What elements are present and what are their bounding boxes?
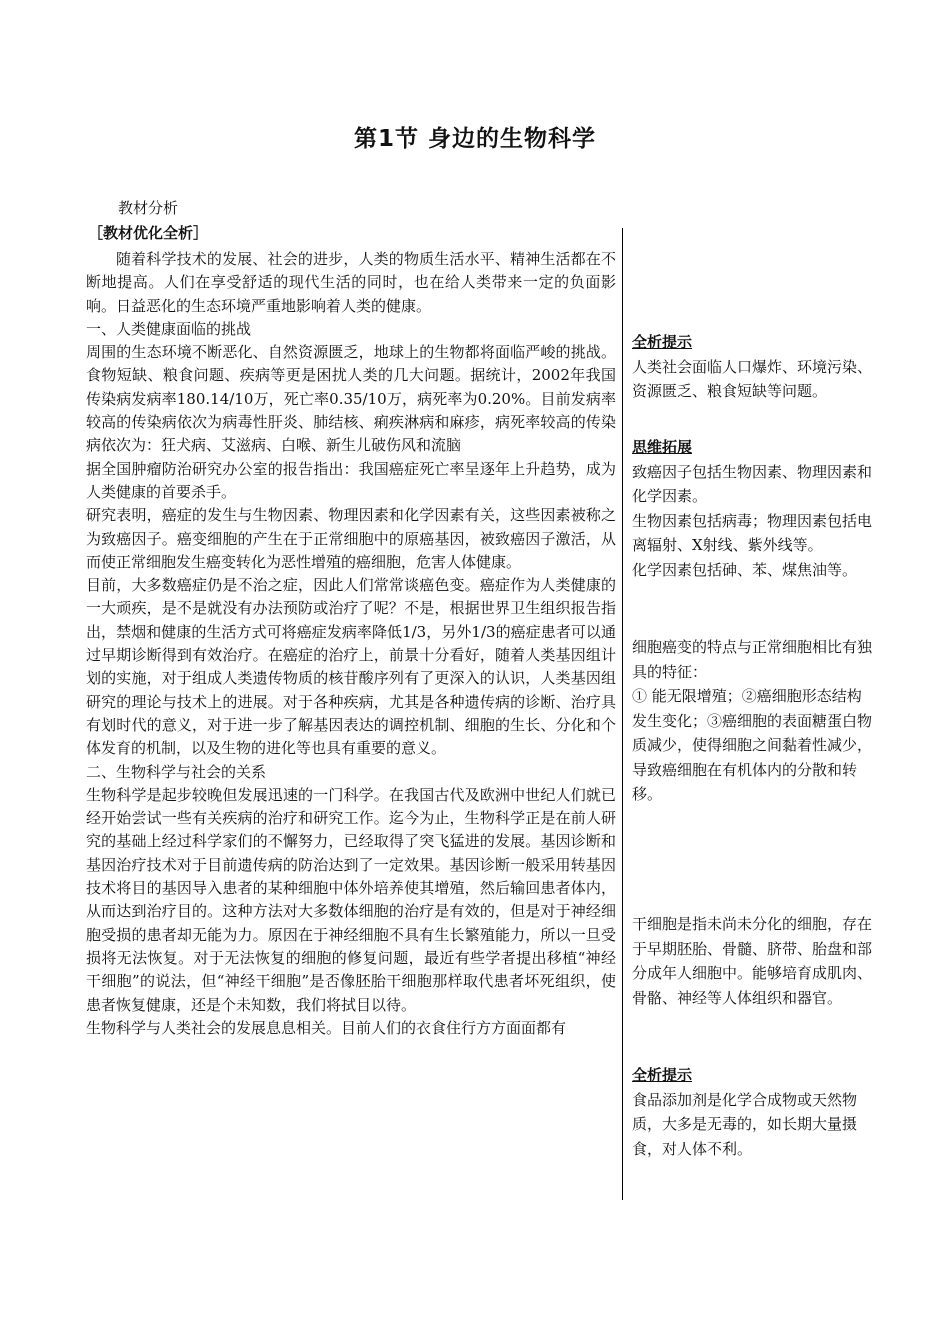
- note-text: 人类社会面临人口爆炸、环境污染、资源匮乏、粮食短缺等问题。: [632, 357, 873, 400]
- paragraph-carcinogens: 研究表明，癌症的发生与生物因素、物理因素和化学因素有关，这些因素被称之为致癌因子。癌变细胞的产生在于正常细胞中的原癌基因，被致癌因子激活，从而使正常细胞发生癌变转化为恶性增殖的癌细胞，危害人体健康。: [86, 506, 616, 571]
- note-text: 食品添加剂是化学合成物或天然物质，大多是无毒的，如长期大量摄食，对人体不利。: [632, 1090, 858, 1158]
- section-label: 教材分析: [118, 199, 179, 217]
- sidebar-note-5: [632, 1063, 872, 1161]
- paragraph-biology-life: 生物科学与人类社会的发展息息相关。目前人们的衣食住行方方面面都有: [86, 1018, 567, 1037]
- note-heading: 思维拓展: [632, 438, 693, 456]
- paragraph-biology-development: 生物科学是起步较晚但发展迅速的一门科学。在我国古代及欧洲中世纪人们就已经开始尝试一些有关疾病的治疗和研究工作。迄今为止，生物科学正是在前人研究的基础上经过科学家们的不懈努力，已经取得了突飞猛进的发展。基因诊断和基因治疗技术对于目前遗传病的防治达到了一定效果。基因诊断一般采用转基因技术将目的基因导入患者的某种细胞中体外培养使其增殖，然后输回患者体内，从而达到治疗目的。这种方法对大多数体细胞的治疗是有效的，但是对于神经细胞受损的患者却无能为力。原因在于神经细胞不具有生长繁殖能力，所以一旦受损将无法恢复。对于无法恢复的细胞的修复问题，最近有些学者提出移植“神经干细胞”的说法，但“神经干细胞”是否像胚胎干细胞那样取代患者坏死组织，使患者恢复健康，还是个未知数，我们将拭目以待。: [86, 785, 616, 1014]
- paragraph-cancer-report: 据全国肿瘤防治研究办公室的报告指出：我国癌症死亡率呈逐年上升趋势，成为人类健康的首要杀手。: [86, 459, 616, 501]
- sidebar-note-3: [632, 635, 872, 807]
- note-text: 化学因素包括砷、苯、煤焦油等。: [632, 560, 858, 579]
- note-text: 生物因素包括病毒；物理因素包括电离辐射、X射线、紫外线等。: [632, 511, 873, 554]
- sidebar-note-4: [632, 912, 872, 1010]
- note-text: ① 能无限增殖；②癌细胞形态结构发生变化；③癌细胞的表面糖蛋白物质减少，使得细胞之间黏着性减少，导致癌细胞在有机体内的分散和转移。: [632, 687, 873, 803]
- heading-health-challenges: 一、人类健康面临的挑战: [86, 319, 252, 338]
- page-title: 第1节 身边的生物科学: [353, 126, 596, 152]
- note-heading: 全析提示: [632, 333, 693, 351]
- column-divider: [622, 228, 623, 1200]
- bracket-heading: ［教材优化全析］: [88, 224, 209, 242]
- sidebar-note-2: [632, 435, 872, 582]
- note-text: 致癌因子包括生物因素、物理因素和化学因素。: [632, 462, 873, 505]
- main-column: [86, 248, 616, 1040]
- heading-biology-society: 二、生物科学与社会的关系: [86, 762, 267, 781]
- note-text: 细胞癌变的特点与正常细胞相比有独具的特征：: [632, 638, 873, 681]
- note-heading: 全析提示: [632, 1066, 693, 1084]
- note-text: 干细胞是指未尚未分化的细胞，存在于早期胚胎、骨髓、脐带、胎盘和部分成年人细胞中。能够培育成肌肉、骨骼、神经等人体组织和器官。: [632, 915, 873, 1007]
- sidebar-note-1: [632, 330, 872, 404]
- paragraph-cancer-treatment: 目前，大多数癌症仍是不治之症，因此人们常常谈癌色变。癌症作为人类健康的一大顽疾，是不是就没有办法预防或治疗了呢？不是，根据世界卫生组织报告指出，禁烟和健康的生活方式可将癌症发病率降低1/3，另外1/3的癌症患者可以通过早期诊断得到有效治疗。在癌症的治疗上，前景十分看好，随着人类基因组计划的实施，对于组成人类遗传物质的核苷酸序列有了更深入的认识，人类基因组研究的理论与技术上的进展。对于各种疾病，尤其是各种遗传病的诊断、治疗具有划时代的意义，对于进一步了解基因表达的调控机制、细胞的生长、分化和个体发育的机制，以及生物的进化等也具有重要的意义。: [86, 576, 616, 758]
- intro-paragraph: 随着科学技术的发展、社会的进步，人类的物质生活水平、精神生活都在不断地提高。人们在享受舒适的现代生活的同时，也在给人类带来一定的负面影响。日益恶化的生态环境严重地影响着人类的健康。: [86, 250, 616, 315]
- paragraph-epidemics: 周围的生态环境不断恶化、自然资源匮乏，地球上的生物都将面临严峻的挑战。食物短缺、粮食问题、疾病等更是困扰人类的几大问题。据统计，2002年我国传染病发病率180.14/10万，死亡率0.35/10万，病死率为0.20%。目前发病率较高的传染病依次为病毒性肝炎、肺结核、痢疾淋病和麻疹，病死率较高的传染病依次为：狂犬病、艾滋病、白喉、新生儿破伤风和流脑: [86, 343, 616, 455]
